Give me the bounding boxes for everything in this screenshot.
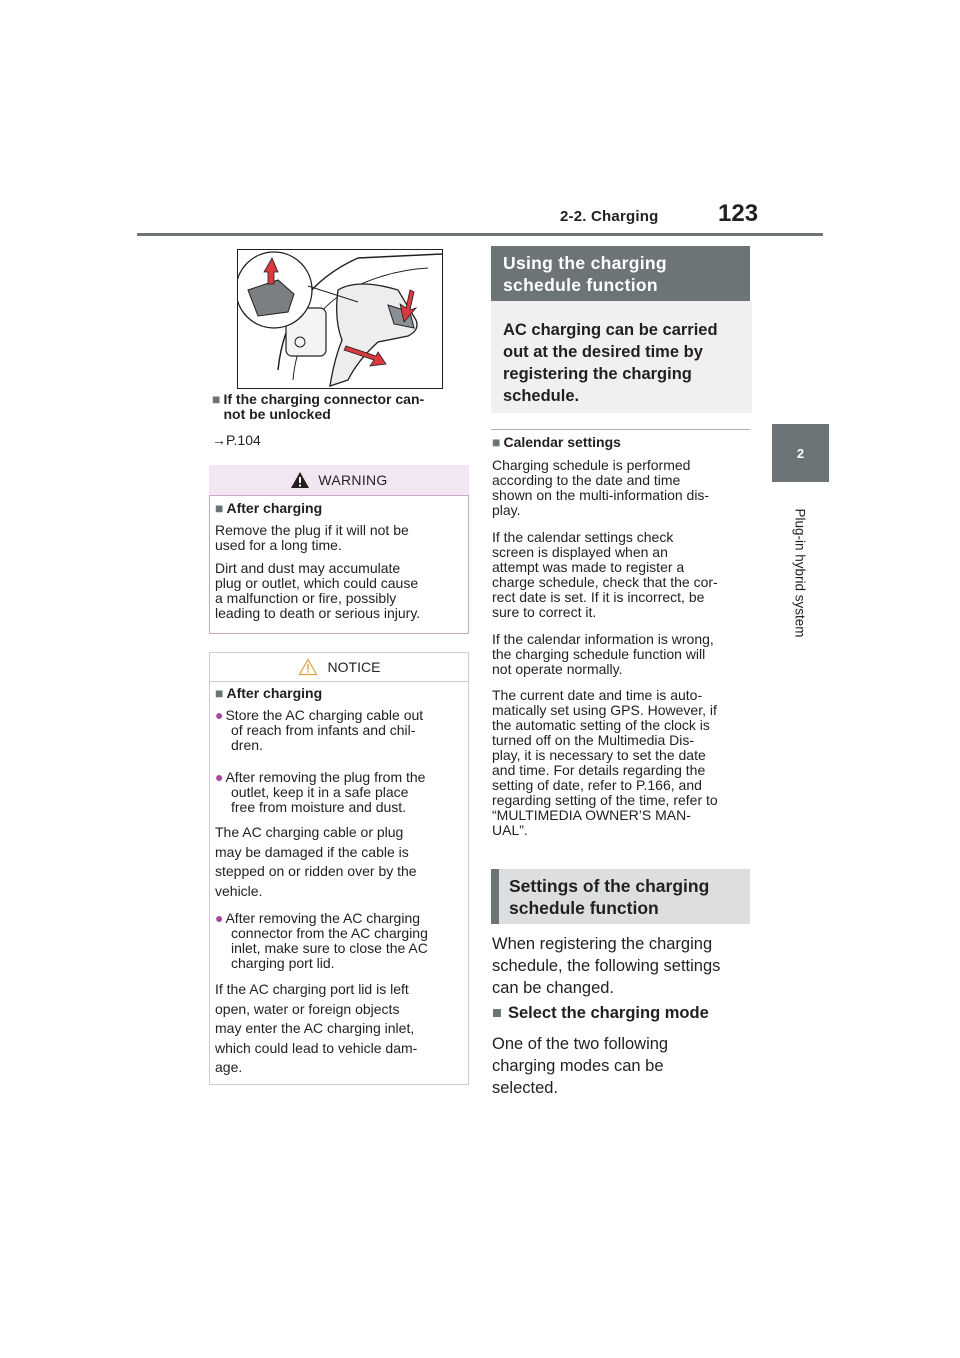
calendar-heading: ■ Calendar settings <box>492 434 621 450</box>
settings-paragraph: When registering the charging schedule, the following settings can be changed. <box>492 935 721 997</box>
page-number: 123 <box>718 200 759 227</box>
select-mode-heading: ■ Select the charging mode <box>492 1004 709 1022</box>
notice-bullet-3: ● After removing the AC charging connector from the AC charging inlet, make sure to close the AC charging port lid. <box>215 910 428 971</box>
notice-header <box>209 652 469 682</box>
square-bullet-icon: ■ <box>492 1004 502 1022</box>
divider <box>491 429 750 430</box>
chapter-label: Plug-in hybrid system <box>792 508 808 638</box>
notice-subhead: ■ After charging <box>215 685 323 701</box>
calendar-paragraph-1: Charging schedule is performed according to the date and time shown on the multi-information dis- play. <box>492 457 710 518</box>
unlock-heading-text: If the charging connector can- not be unlocked <box>223 391 425 422</box>
notice-bullet-1: ● Store the AC charging cable out of reach from infants and chil- dren. <box>215 707 424 753</box>
dot-bullet-icon: ● <box>215 769 224 785</box>
schedule-lead-text: AC charging can be carried out at the desired time by registering the charging schedule. <box>491 301 752 413</box>
section-title: 2-2. Charging <box>560 208 659 225</box>
warning-triangle-icon <box>290 471 310 489</box>
warning-title: WARNING <box>318 472 388 488</box>
warning-paragraph-1: Remove the plug if it will not be used for a long time. <box>215 522 409 553</box>
square-bullet-icon: ■ <box>215 500 224 516</box>
warning-paragraph-2: Dirt and dust may accumulate plug or outlet, which could cause a malfunction or fire, possibly leading to death or serious injury. <box>215 560 421 621</box>
notice-paragraph-2: If the AC charging port lid is left open, water or foreign objects may enter the AC charging inlet, which could lead to vehicle dam- age. <box>215 981 418 1075</box>
header-rule <box>137 233 823 236</box>
chapter-tab: 2 <box>772 424 829 482</box>
charging-connector-illustration <box>237 249 443 389</box>
notice-paragraph-1: The AC charging cable or plug may be damaged if the cable is stepped on or ridden over by the vehicle. <box>215 824 417 899</box>
section-heading-schedule: Using the charging schedule function <box>491 246 750 301</box>
calendar-paragraph-2: If the calendar settings check screen is displayed when an attempt was made to register a charge schedule, check that the cor- rect date is set. If it is incorrect, be sure to correct it. <box>492 529 718 620</box>
warning-header <box>209 465 469 496</box>
page-reference-link[interactable]: →P.104 <box>212 432 261 448</box>
notice-title: NOTICE <box>327 658 381 675</box>
warning-subhead: ■ After charging <box>215 500 323 516</box>
connector-unlock-drawing <box>238 250 442 388</box>
dot-bullet-icon: ● <box>215 910 224 926</box>
unlock-heading <box>212 392 464 422</box>
notice-bullet-2: ● After removing the plug from the outlet, keep it in a safe place free from moisture and dust. <box>215 769 426 815</box>
calendar-paragraph-4: The current date and time is auto- matically set using GPS. However, if the automatic setting of the clock is turned off on the Multimedia Dis- play, it is necessary to set the date and time. For details regarding the setting of date, refer to P.166, and regarding setting of the time, refer to “MULTIMEDIA OWNER’S MAN- UAL”. <box>492 687 718 838</box>
square-bullet-icon: ■ <box>215 685 224 701</box>
caution-triangle-icon <box>298 658 318 676</box>
section-heading-settings: Settings of the charging schedule function <box>491 869 750 924</box>
square-bullet-icon: ■ <box>212 391 221 407</box>
square-bullet-icon: ■ <box>492 434 501 450</box>
calendar-paragraph-3: If the calendar information is wrong, the charging schedule function will not operate normally. <box>492 631 714 677</box>
select-mode-paragraph: One of the two following charging modes can be selected. <box>492 1035 669 1097</box>
dot-bullet-icon: ● <box>215 707 224 723</box>
